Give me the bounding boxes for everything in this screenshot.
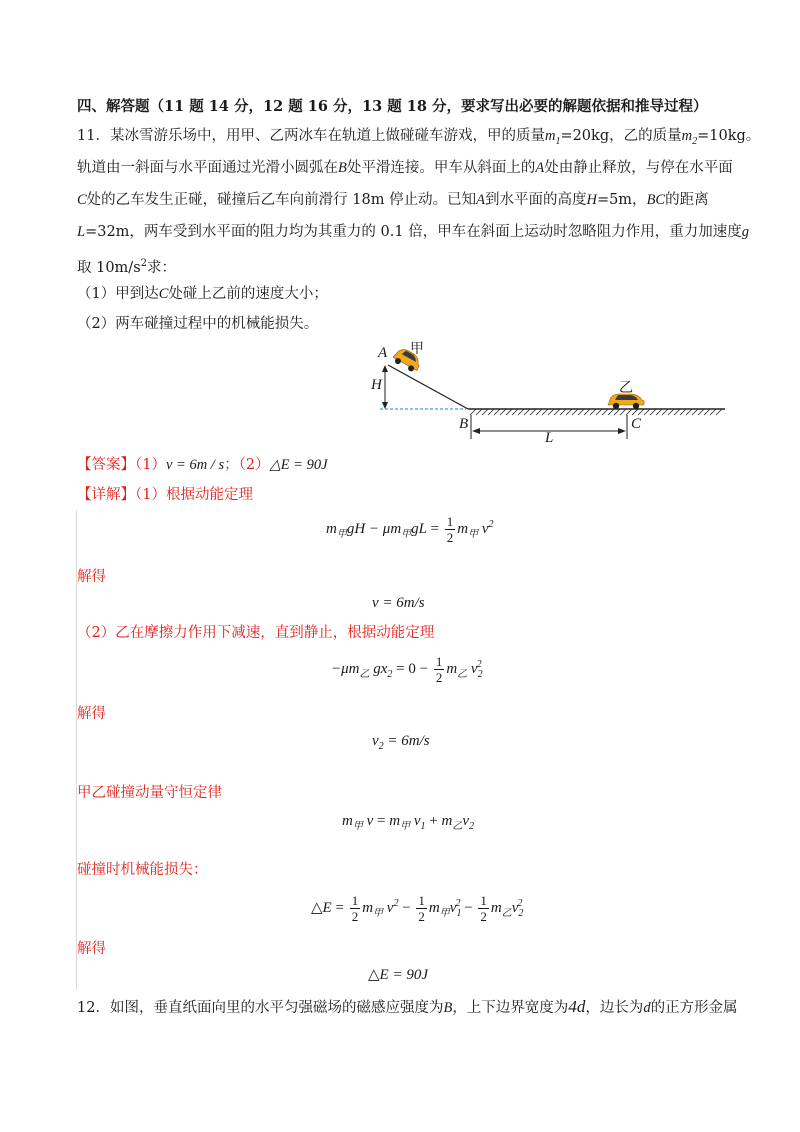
segment-label: BC <box>646 192 666 208</box>
gravity-symbol: g <box>741 224 749 240</box>
fraction-half: $\frac{1}{2}$ <box>435 654 443 686</box>
fraction-half: $\frac{1}{2}$ <box>351 893 359 925</box>
fraction-half: $\frac{1}{2}$ <box>446 514 454 546</box>
equation-work-energy-2: $-\mu m_乙$ $gx_2 = 0$ − $\frac{1}{2}$ $m_乙$ $v_2^2$ <box>331 654 483 686</box>
fraction-half: $\frac{1}{2}$ <box>480 893 487 925</box>
m1-value: =20kg，乙的质量 <box>560 128 682 144</box>
q11-line-4 <box>77 221 749 243</box>
detail-step-2: （2）乙在摩擦力作用下减速，直到静止，根据动能定理 <box>77 625 435 641</box>
incline-diagram <box>370 335 730 445</box>
v2-sub: 2 <box>378 741 384 752</box>
side-symbol: d <box>643 1000 651 1016</box>
detail-step: （1）根据动能定理 <box>135 487 253 503</box>
result-de: △E = 90J <box>368 967 428 983</box>
answer-part: （1） <box>135 457 166 473</box>
length-symbol: L <box>77 224 86 240</box>
label-a: A <box>378 345 388 361</box>
answer-sep: ； <box>224 457 239 473</box>
q11-sub-2: （2）两车碰撞过程中的机械能损失。 <box>77 316 319 332</box>
label-jia: 甲 <box>410 341 424 357</box>
q12-line-1 <box>77 996 738 1019</box>
equation-energy-loss: △E = $\frac{1}{2}$ $m_甲$ $v^2$ − $\frac{1}{2}$ $m_甲v_1^2$ − $\frac{1}{2}$ $m_乙v_2^2$ <box>311 893 524 925</box>
ground-hatch <box>470 409 722 415</box>
m2-sub: 2 <box>692 135 698 147</box>
q11-text: 处的乙车发生正碰，碰撞后乙车向前滑行 18m 停止动。已知 <box>86 192 477 208</box>
label-l: L <box>545 430 554 446</box>
q11-text: 处由静止释放，与停在水平面 <box>544 160 733 176</box>
answer-line <box>77 454 328 476</box>
arrow-left-icon <box>472 428 480 434</box>
q12-text: 如图，垂直纸面向里的水平匀强磁场的磁感应强度为 <box>109 1000 444 1016</box>
q11-text: 取 10m/s <box>77 259 141 276</box>
q11-text: =5m， <box>596 192 647 208</box>
q11-line-2 <box>77 157 733 179</box>
m1-sub: 1 <box>555 135 561 147</box>
q11-text: 的距离 <box>665 192 709 208</box>
q11-line-1 <box>77 125 760 153</box>
point-label: A <box>535 160 545 176</box>
q11-text: 处平滑连接。甲车从斜面上的 <box>346 160 536 176</box>
result-v: v = 6m/s <box>372 595 425 611</box>
v2-symbol: v <box>372 733 379 749</box>
incline-slope <box>388 365 468 409</box>
m1-symbol: m <box>544 128 556 144</box>
section-header: 四、解答题（11 题 14 分，12 题 16 分，13 题 18 分，要求写出必要的解题依据和推导过程） <box>77 98 708 115</box>
q12-number: 12． <box>77 1000 110 1016</box>
label-c: C <box>631 416 642 432</box>
point-label: C <box>77 192 87 208</box>
q12-text: ，上下边界宽度为 <box>452 1000 569 1016</box>
equation-momentum: $m_甲$ $v = m_甲$ $v_1 + m_乙v_2$ <box>342 813 474 832</box>
q11-text: 某冰雪游乐场中，用甲、乙两冰车在轨道上做碰碰车游戏，甲的质量 <box>109 128 545 144</box>
answer-tag: 【答案】 <box>77 457 135 473</box>
v2-value: = 6m/s <box>383 733 430 749</box>
detail-step-3: 甲乙碰撞动量守恒定律 <box>77 785 222 801</box>
q11-text: 求： <box>147 259 177 276</box>
q11-sub-1 <box>77 283 328 305</box>
field-symbol: B <box>443 1000 453 1016</box>
answer-de: △E = 90J <box>269 457 328 473</box>
width-symbol: 4d <box>568 997 586 1016</box>
superscript: 2 <box>140 258 148 269</box>
result-v2 <box>372 730 430 758</box>
m2-value: =10kg。 <box>697 128 761 144</box>
q12-text: ，边长为 <box>585 1000 644 1016</box>
q11-number: 11． <box>77 128 110 144</box>
q11-text: =32m，两车受到水平面的阻力均为其重力的 0.1 倍，甲车在斜面上运动时忽略阻力作用，重力加速度 <box>85 224 742 240</box>
answer-part: （2） <box>238 457 270 473</box>
point-label: B <box>338 160 347 176</box>
arrow-right-icon <box>618 428 626 434</box>
label-b: B <box>459 416 469 432</box>
arrow-up-icon <box>382 365 388 372</box>
solve-label-2: 解得 <box>77 706 106 722</box>
sub-question-text: （1）甲到达 <box>77 286 159 302</box>
q12-text: 的正方形金属 <box>650 1000 738 1016</box>
detail-tag: 【详解】 <box>77 487 135 503</box>
q11-text: 轨道由一斜面与水平面通过光滑小圆弧在 <box>77 160 338 176</box>
arrow-down-icon <box>382 402 388 409</box>
label-h: H <box>371 377 382 393</box>
solve-label-3: 解得 <box>77 941 106 957</box>
q11-line-5 <box>77 253 176 279</box>
height-symbol: H <box>586 192 597 208</box>
q11-line-3 <box>77 189 709 211</box>
m2-symbol: m <box>681 128 693 144</box>
fraction-half: $\frac{1}{2}$ <box>418 893 425 925</box>
sub-question-text: 处碰上乙前的速度大小； <box>168 286 328 302</box>
label-yi: 乙 <box>619 380 633 396</box>
point-label: C <box>158 286 169 302</box>
point-label: A <box>476 192 485 208</box>
detail-step-4: 碰撞时机械能损失： <box>77 862 208 878</box>
detail-line <box>77 484 253 506</box>
equation-work-energy-1: $m_甲gH - \mu m_甲gL$ = $\frac{1}{2}$ $m_甲$ $v^2$ <box>326 514 494 546</box>
solve-label-1: 解得 <box>77 569 106 585</box>
q11-text: 到水平面的高度 <box>484 192 587 208</box>
answer-v: v = 6m / s <box>165 457 225 473</box>
